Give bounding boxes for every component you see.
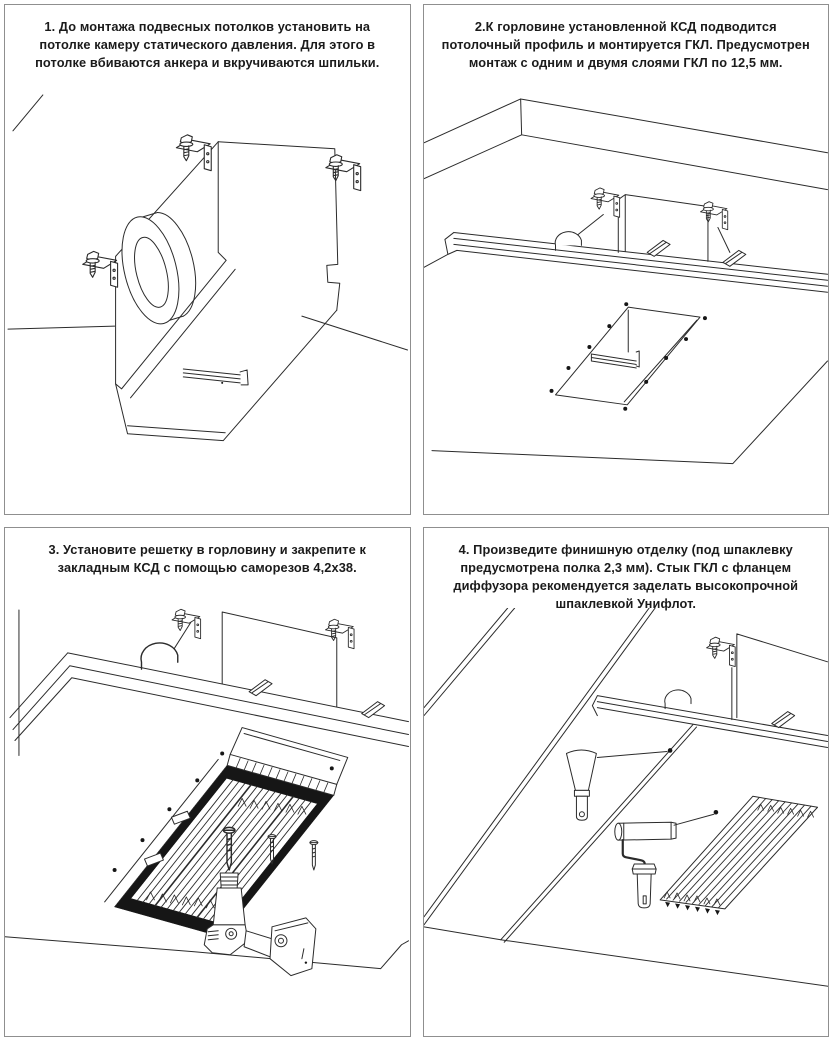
profile-clamp: [555, 232, 581, 251]
duct-spigot: [112, 211, 196, 330]
step-2-panel: [423, 4, 830, 515]
leader-line: [597, 751, 667, 757]
anchor-bracket-icon: [326, 155, 361, 191]
concrete-slab-edges: [424, 608, 655, 925]
step-4-caption: 4. Произведите финишную отделку (под шпаклевку предусмотрена полка 2,3 мм). Стык ГКЛ с фланцем диффузора рекомендуется заделать высокопрочной шпаклевкой Унифлот.: [453, 541, 799, 611]
ksd-box: [618, 195, 708, 262]
concrete-slab: [424, 99, 828, 190]
embedded-rail: [183, 369, 248, 385]
step-3-panel: [4, 527, 411, 1038]
hanger-stud: [569, 215, 729, 253]
profile-connector: [362, 701, 385, 717]
putty-knife-icon: [566, 749, 596, 819]
drywall-opening: [555, 307, 699, 405]
anchor-bracket-icon: [325, 619, 354, 648]
profile-clamp: [141, 642, 178, 668]
ceiling-plane: [8, 95, 408, 350]
anchor-bracket-icon: [176, 135, 211, 171]
step-4-panel: [423, 527, 830, 1038]
anchor-bracket-icon: [83, 251, 118, 287]
profile-connector: [771, 711, 794, 727]
ceiling-profiles: [592, 695, 827, 747]
drywall-panel-edge: [424, 926, 829, 986]
step-4-illustration: [424, 608, 829, 1037]
screw-dots: [113, 751, 334, 872]
linear-diffuser-grille: [660, 796, 817, 915]
opening-lip-line: [105, 759, 219, 901]
ksd-box: [222, 611, 337, 706]
step-3-caption: 3. Установите решетку в горловину и закрепите к закладным КСД с помощью саморезов 4,2x38.: [48, 541, 367, 575]
ceiling-profiles: [10, 652, 409, 746]
drill-icon: [204, 873, 316, 976]
mounting-tabs: [144, 811, 190, 866]
leader-line: [674, 814, 714, 825]
step-2-caption: 2.К горловине установленной КСД подводится потолочный профиль и монтируется ГКЛ. Предусмотрен монтаж с одним и двумя слоями ГКЛ по 12,5 мм.: [441, 19, 810, 71]
step-1-caption: 1. До монтажа подвесных потолков установить на потолке камеру статического давления. Для этого в потолке вбиваются анкера и вкручиваются шпильки.: [35, 19, 380, 71]
anchor-bracket-icon: [700, 202, 727, 230]
ksd-box: [736, 633, 827, 717]
paint-roller-icon: [614, 822, 675, 908]
anchor-bracket-icon: [172, 609, 201, 638]
drywall-panel: [431, 361, 827, 464]
anchor-bracket-icon: [706, 637, 735, 666]
anchor-bracket-icon: [591, 188, 620, 217]
leader-dot: [667, 748, 672, 753]
screw-pin: [310, 840, 318, 869]
profile-connector: [647, 240, 670, 256]
step-1-panel: [4, 4, 411, 515]
step-1-illustration: [5, 85, 410, 514]
leader-dot: [713, 809, 718, 814]
profile-clamp: [664, 689, 690, 708]
step-3-illustration: [5, 608, 410, 1037]
step-2-illustration: [424, 85, 829, 514]
